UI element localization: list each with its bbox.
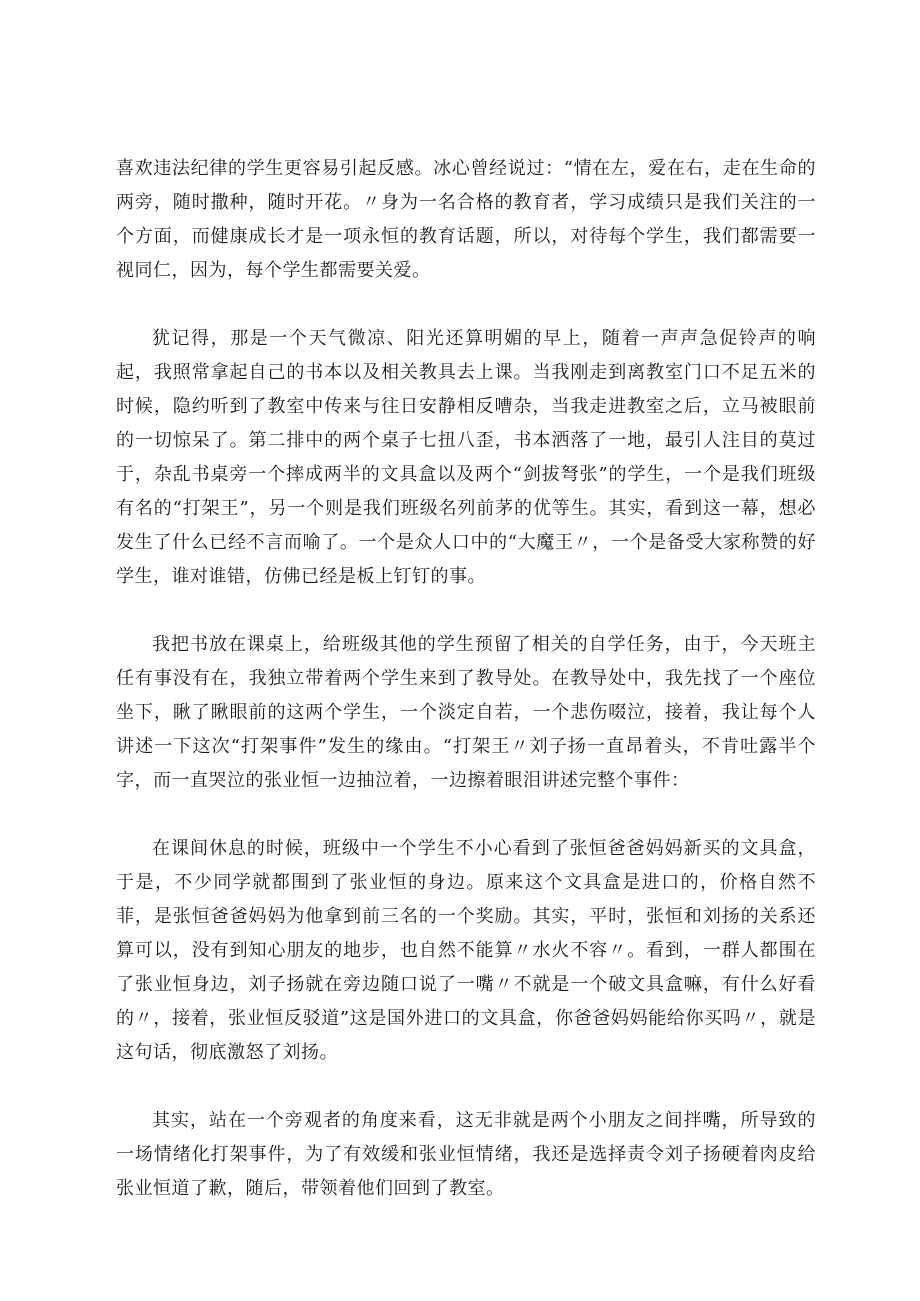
paragraph-2: 犹记得，那是一个天气微凉、阳光还算明媚的早上，随着一声声急促铃声的响起，我照常拿起自己的书本以及相关教具去上课。当我刚走到离教室门口不足五米的时候，隐约听到了教室中传来与往日安静相反嘈杂，当我走进教室之后，立马被眼前的一切惊呆了。第二排中的两个桌子七扭八歪，书本洒落了一地，最引人注目的莫过于，杂乱书桌旁一个摔成两半的文具盒以及两个“剑拔弩张”的学生，一个是我们班级有名的“打架王”，另一个则是我们班级名列前茅的优等生。其实，看到这一幕，想必发生了什么已经不言而喻了。一个是众人口中的“大魔王〃，一个是备受大家称赞的好学生，谁对谁错，仿佛已经是板上钉钉的事。 [116,328,816,587]
paragraph-1: 喜欢违法纪律的学生更容易引起反感。冰心曾经说过：“情在左，爱在右，走在生命的两旁，随时撒种，随时开花。〃身为一名合格的教育者，学习成绩只是我们关注的一个方面，而健康成长才是一项永恒的教育话题，所以，对待每个学生，我们都需要一视同仁，因为，每个学生都需要关爱。 [116,158,816,281]
document-body [116,152,816,1240]
paragraph-3: 我把书放在课桌上，给班级其他的学生预留了相关的自学任务，由于，今天班主任有事没有在，我独立带着两个学生来到了教导处。在教导处中，我先找了一个座位坐下，瞅了瞅眼前的这两个学生，一个淡定自若，一个悲伤啜泣，接着，我让每个人讲述一下这次“打架事件”发生的缘由。“打架王〃刘子扬一直昂着头，不肯吐露半个字，而一直哭泣的张业恒一边抽泣着，一边擦着眼泪讲述完整个事件： [116,634,816,791]
paragraph-5: 其实，站在一个旁观者的角度来看，这无非就是两个小朋友之间拌嘴，所导致的一场情绪化打架事件，为了有效缓和张业恒情绪，我还是选择责令刘子扬硬着肉皮给张业恒道了歉，随后，带领着他们回到了教室。 [116,1110,816,1199]
paragraph-4: 在课间休息的时候，班级中一个学生不小心看到了张恒爸爸妈妈新买的文具盒，于是，不少同学就都围到了张业恒的身边。原来这个文具盒是进口的，价格自然不菲，是张恒爸爸妈妈为他拿到前三名的一个奖励。其实，平时，张恒和刘扬的关系还算可以，没有到知心朋友的地步，也自然不能算〃水火不容〃。看到，一群人都围在了张业恒身边，刘子扬就在旁边随口说了一嘴〃不就是一个破文具盒嘛，有什么好看的〃，接着，张业恒反驳道”这是国外进口的文具盒，你爸爸妈妈能给你买吗〃，就是这句话，彻底激怒了刘扬。 [116,838,816,1063]
